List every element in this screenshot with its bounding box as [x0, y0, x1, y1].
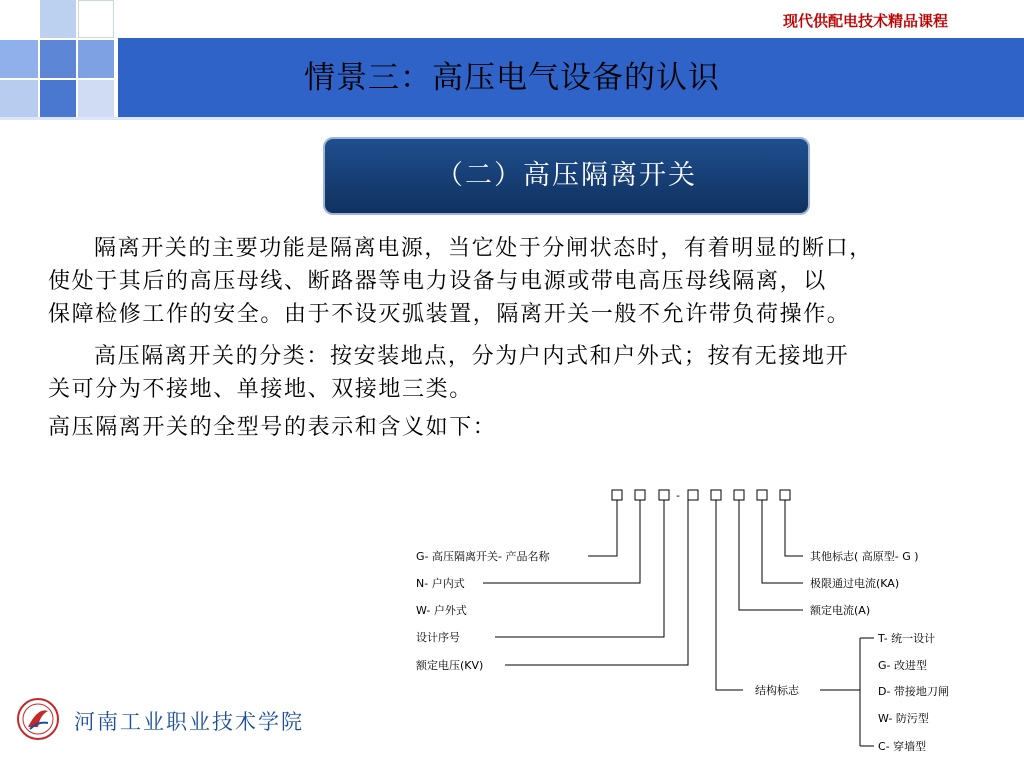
structure-option: D- 带接地刀闸 [878, 685, 949, 698]
body-paragraph-line: 关可分为不接地、单接地、双接地三类。 [48, 377, 473, 402]
structure-option: G- 改进型 [878, 659, 927, 672]
left-label: N- 户内式 [416, 577, 465, 590]
code-box [734, 490, 744, 500]
school-logo-icon [16, 697, 60, 741]
structure-label: 结构标志 [755, 684, 799, 697]
body-paragraph-line: 高压隔离开关的全型号的表示和含义如下： [48, 415, 497, 440]
code-box [711, 490, 721, 500]
body-paragraph-line: 高压隔离开关的分类：按安装地点，分为户内式和户外式；按有无接地开 [94, 344, 850, 369]
body-paragraph-line: 使处于其后的高压母线、断路器等电力设备与电源或带电高压母线隔离，以 [48, 269, 827, 294]
body-paragraph-line: 保障检修工作的安全。由于不设灭弧装置，隔离开关一般不允许带负荷操作。 [48, 302, 851, 327]
slide-title: 情景三：高压电气设备的认识 [304, 60, 720, 96]
left-label: 额定电压(KV) [416, 659, 484, 672]
right-label: 极限通过电流(KA) [810, 577, 900, 590]
structure-option: C- 穿墙型 [878, 740, 927, 753]
code-box [688, 490, 698, 500]
code-box [659, 490, 669, 500]
structure-option: W- 防污型 [878, 712, 929, 725]
code-box [612, 490, 622, 500]
code-box [635, 490, 645, 500]
code-dash: - [676, 489, 680, 502]
right-label: 其他标志( 高原型- G ) [810, 550, 919, 563]
structure-option: T- 统一设计 [878, 632, 936, 645]
section-title: （二）高压隔离开关 [436, 160, 697, 191]
left-label: 设计序号 [416, 631, 460, 644]
course-name: 现代供配电技术精品课程 [782, 12, 948, 30]
body-paragraph-line: 隔离开关的主要功能是隔离电源，当它处于分闸状态时，有着明显的断口， [94, 236, 873, 261]
left-label: W- 户外式 [416, 604, 467, 617]
code-box [780, 490, 790, 500]
school-name: 河南工业职业技术学院 [74, 710, 304, 734]
left-label: G- 高压隔离开关- 产品名称 [416, 550, 550, 563]
right-label: 额定电流(A) [810, 604, 871, 617]
code-box [757, 490, 767, 500]
